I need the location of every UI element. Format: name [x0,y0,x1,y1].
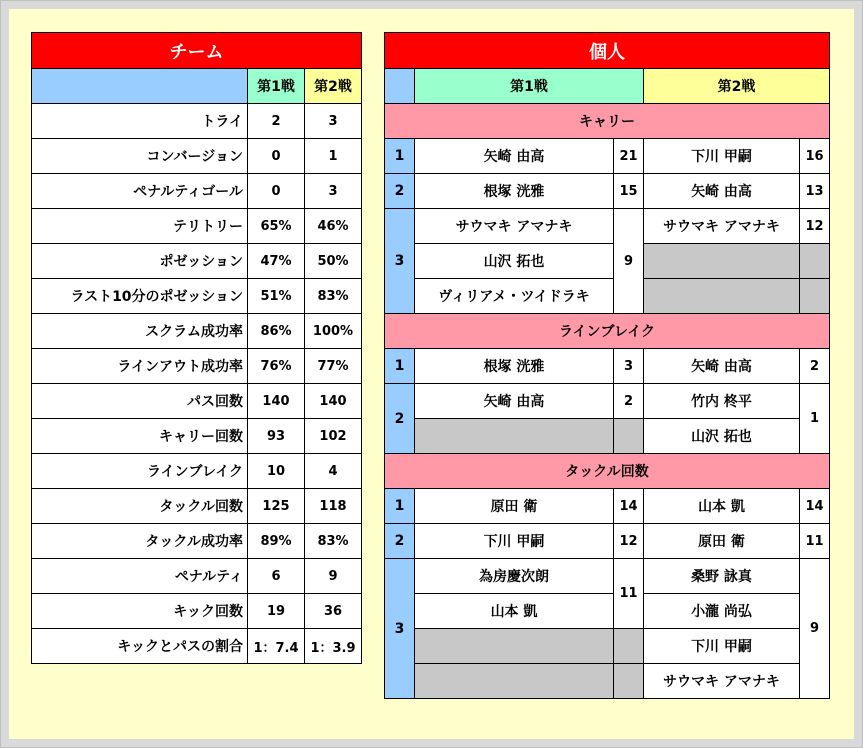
section-title-linebreak: ラインブレイク [385,314,830,349]
stat-value: 14 [614,489,644,524]
empty-cell [800,244,830,279]
team-stat-match1: 6 [248,559,305,594]
rank-cell: 1 [385,489,415,524]
stat-value: 1 [800,384,830,454]
team-stat-row [32,524,362,559]
empty-cell [415,664,614,699]
team-stats-table [31,32,362,664]
team-stat-match2: 1：3.9 [305,629,362,664]
player-name: 下川 甲嗣 [644,139,800,174]
team-stat-match2: 118 [305,489,362,524]
team-stat-match2: 102 [305,419,362,454]
player-name: 矢崎 由高 [644,349,800,384]
team-stat-match1: 89% [248,524,305,559]
stat-value: 15 [614,174,644,209]
player-name: 山本 凱 [415,594,614,629]
team-stat-row [32,349,362,384]
team-stat-label: タックル成功率 [32,524,248,559]
team-header-match2: 第2戦 [305,69,362,104]
rank-cell: 2 [385,174,415,209]
player-name: サウマキ アマナキ [415,209,614,244]
player-name: 下川 甲嗣 [415,524,614,559]
stat-value: 11 [800,524,830,559]
team-stat-row [32,454,362,489]
team-stat-match2: 77% [305,349,362,384]
player-name: 根塚 洸雅 [415,349,614,384]
team-stat-row [32,104,362,139]
team-stat-row [32,489,362,524]
team-stat-match2: 4 [305,454,362,489]
team-stat-match2: 36 [305,594,362,629]
player-name: 矢崎 由高 [644,174,800,209]
individual-stats-table [384,32,830,699]
player-name: 桑野 詠真 [644,559,800,594]
team-stat-match2: 1 [305,139,362,174]
team-stat-match1: 0 [248,174,305,209]
team-stat-label: タックル回数 [32,489,248,524]
team-stat-match1: 47% [248,244,305,279]
team-stat-match1: 65% [248,209,305,244]
stat-value: 9 [614,209,644,314]
stat-value: 12 [614,524,644,559]
player-name: 為房慶次朗 [415,559,614,594]
team-stat-row [32,594,362,629]
team-stat-match1: 140 [248,384,305,419]
rank-cell: 1 [385,139,415,174]
player-name: 山沢 拓也 [644,419,800,454]
team-stat-row [32,559,362,594]
team-header-match1: 第1戦 [248,69,305,104]
player-name: サウマキ アマナキ [644,664,800,699]
player-name: 小瀧 尚弘 [644,594,800,629]
team-stat-match2: 3 [305,174,362,209]
individual-header-blank [385,69,415,104]
team-stat-row [32,244,362,279]
individual-header-match1: 第1戦 [415,69,644,104]
team-stat-match1: 1：7.4 [248,629,305,664]
section-title-carry: キャリー [385,104,830,139]
team-stat-match2: 100% [305,314,362,349]
player-name: 下川 甲嗣 [644,629,800,664]
player-name: 竹内 柊平 [644,384,800,419]
individual-title: 個人 [385,33,830,69]
team-stat-match1: 19 [248,594,305,629]
stat-value: 2 [614,384,644,419]
team-stat-row [32,384,362,419]
rank-cell: 2 [385,524,415,559]
team-stat-label: ポゼッション [32,244,248,279]
team-stat-match2: 83% [305,279,362,314]
team-stat-row [32,419,362,454]
stat-value: 3 [614,349,644,384]
rank-cell: 3 [385,559,415,699]
team-stat-match1: 0 [248,139,305,174]
team-stat-label: パス回数 [32,384,248,419]
empty-cell [614,419,644,454]
team-stat-match2: 46% [305,209,362,244]
rank-cell: 1 [385,349,415,384]
stat-value: 2 [800,349,830,384]
team-stat-match1: 51% [248,279,305,314]
team-stat-label: ラインアウト成功率 [32,349,248,384]
team-stat-label: コンバージョン [32,139,248,174]
team-stat-label: ラスト10分のポゼッション [32,279,248,314]
team-title: チーム [32,33,362,69]
team-stat-match1: 86% [248,314,305,349]
individual-header-match2: 第2戦 [644,69,830,104]
team-stat-match2: 3 [305,104,362,139]
team-stat-label: ペナルティ [32,559,248,594]
team-stat-label: キックとパスの割合 [32,629,248,664]
team-stat-row [32,174,362,209]
stat-value: 16 [800,139,830,174]
empty-cell [644,279,800,314]
stat-value: 11 [614,559,644,629]
stat-value: 14 [800,489,830,524]
team-stat-label: ラインブレイク [32,454,248,489]
player-name: 根塚 洸雅 [415,174,614,209]
team-stat-match1: 10 [248,454,305,489]
empty-cell [415,419,614,454]
player-name: 矢崎 由高 [415,384,614,419]
team-stat-row [32,139,362,174]
team-stat-match1: 93 [248,419,305,454]
team-stat-match1: 2 [248,104,305,139]
team-stat-match1: 76% [248,349,305,384]
team-stat-label: キック回数 [32,594,248,629]
team-stat-label: キャリー回数 [32,419,248,454]
team-stat-match2: 9 [305,559,362,594]
team-stat-match1: 125 [248,489,305,524]
player-name: 原田 衛 [644,524,800,559]
team-header-blank [32,69,248,104]
team-stat-row [32,209,362,244]
player-name: 矢崎 由高 [415,139,614,174]
empty-cell [644,244,800,279]
section-title-tackle: タックル回数 [385,454,830,489]
team-stat-label: テリトリー [32,209,248,244]
team-stat-label: スクラム成功率 [32,314,248,349]
stat-value: 21 [614,139,644,174]
team-stat-match2: 140 [305,384,362,419]
player-name: 山本 凱 [644,489,800,524]
rank-cell: 3 [385,209,415,314]
empty-cell [800,279,830,314]
team-stat-match2: 83% [305,524,362,559]
team-stat-match2: 50% [305,244,362,279]
team-stat-row [32,629,362,664]
team-stat-row [32,314,362,349]
player-name: サウマキ アマナキ [644,209,800,244]
stat-value: 12 [800,209,830,244]
team-stat-label: ペナルティゴール [32,174,248,209]
empty-cell [415,629,614,664]
empty-cell [614,664,644,699]
team-stat-label: トライ [32,104,248,139]
stat-value: 13 [800,174,830,209]
rank-cell: 2 [385,384,415,454]
player-name: 山沢 拓也 [415,244,614,279]
player-name: ヴィリアメ・ツイドラキ [415,279,614,314]
stat-value: 9 [800,559,830,699]
player-name: 原田 衛 [415,489,614,524]
team-stat-row [32,279,362,314]
empty-cell [614,629,644,664]
